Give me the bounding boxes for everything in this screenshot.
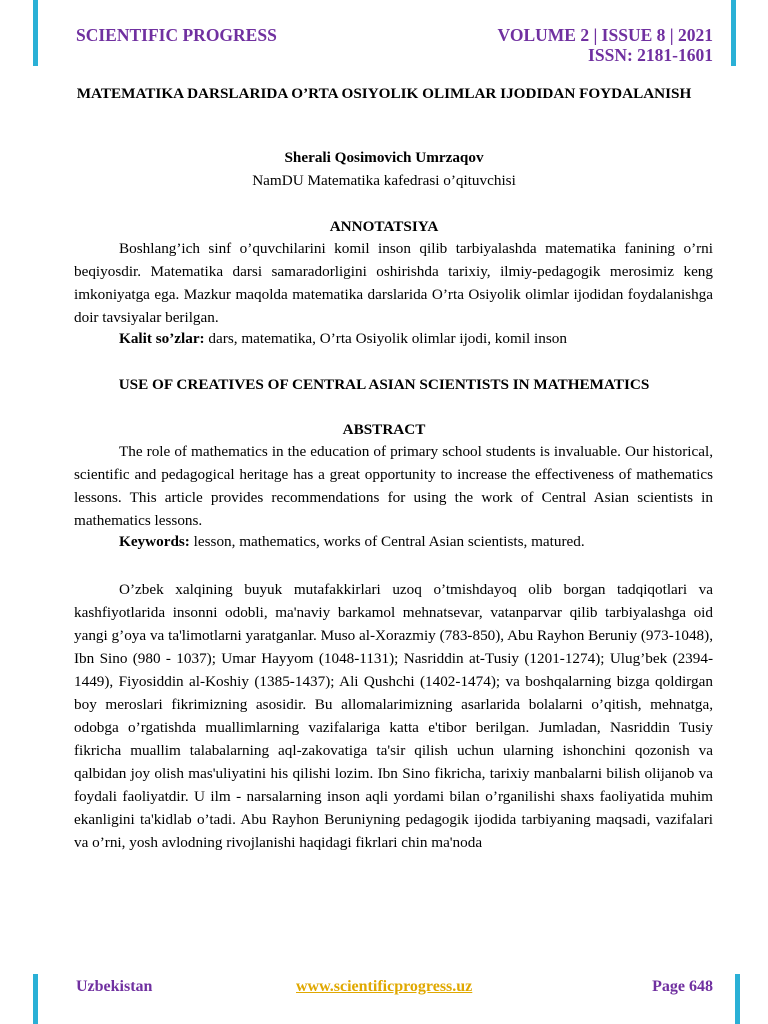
issn: ISSN: 2181-1601 [588,45,713,65]
accent-bar-top-right [731,0,736,66]
annotatsiya-keywords [119,330,713,348]
abstract-text [74,440,713,532]
english-title: USE OF CREATIVES OF CENTRAL ASIAN SCIENTISTS IN MATHEMATICS [118,376,650,393]
body-text [74,578,713,854]
annotatsiya-paragraph: Boshlang’ich sinf o’quvchilarini komil inson qilib tarbiyalashda matematika fanining o’rni beqiyosdir. Matematika darsi samaradorligini oshirishda tarixiy, ilmiy-pedagogik merosimiz keng imkoniyatga ega. Mazkur maqolda matematika darslarida O’rta Osiyolik olimlar ijodidan foydalanishga doir tavsiyalar berilgan. [74,240,713,326]
keywords-en: lesson, mathematics, works of Central Asian scientists, matured. [189,533,585,550]
annotatsiya-heading: ANNOTATSIYA [329,218,439,235]
footer-country: Uzbekistan [76,978,153,995]
abstract-heading: ABSTRACT [342,421,426,438]
keywords-label-en: Keywords: [119,533,190,550]
journal-name: SCIENTIFIC PROGRESS [76,25,277,45]
abstract-keywords [119,533,713,551]
author-affiliation: NamDU Matematika kafedrasi o’qituvchisi [252,172,516,189]
footer-page-number: Page 648 [652,978,713,995]
article-title: MATEMATIKA DARSLARIDA O’RTA OSIYOLIK OLIMLAR IJODIDAN FOYDALANISH [76,85,692,102]
journal-issue-info [498,25,713,65]
keywords-label-uz: Kalit so’zlar: [119,330,205,347]
accent-bar-bottom-right [735,974,740,1024]
body-paragraph: O’zbek xalqining buyuk mutafakkirlari uzoq o’tmishdayoq olib borgan tadqiqotlari va kashfiyotlarida insonni odobli, ma'naviy barkamol mehnatsevar, vatanparvar qilib tarbiyalashga oid yangi g’oya va ta'limotlarni yaratganlar. Muso al-Xorazmiy (783-850), Abu Rayhon Beruniy (973-1048), Ibn Sino (980 - 1037); Umar Hayyom (1048-1131); Nasriddin at-Tusiy (1201-1274); Ulug’bek (2394-1449), Fiyosiddin al-Koshiy (1385-1437); Ali Qushchi (1402-1474); va boshqalarning bizga qoldirgan boy meroslari fikrimizning asosidir. Bu allomalarimizning asarlarida bolalarni o’qitish, mehnatga, odobga o’rgatishda muallimlarning vazifalariga katta e'tibor berilgan. Jumladan, Nasriddin Tusiy fikricha muallim talabalarning aql-zakovatiga ta'sir qilish uchun ularning ishonchini qozonish va qalbidan joy olish mas'uliyatini his qilishi lozim. Ibn Sino fikricha, tarixiy manbalarni bilish olijanob va foydali faoliyatdir. U ilm - narsalarning inson aqli yordami bilan o’rganilishi shaxs faoliyatida muhim ekanligini ta'kidlab o’tadi. Abu Rayhon Beruniyning pedagogik ijodida tarbiyaning maqsadi, vazifalari va o’rni, yosh avlodning rivojlanishi haqidagi fikrlari chin ma'noda [74,581,713,851]
author-name: Sherali Qosimovich Umrzaqov [284,149,484,166]
abstract-paragraph: The role of mathematics in the education of primary school students is invaluable. Our historical, scientific and pedagogical heritage has a great opportunity to increase the effectiveness of mathematics lessons. This article provides recommendations for using the work of Central Asian scientists in mathematics lessons. [74,443,713,529]
volume-issue: VOLUME 2 | ISSUE 8 | 2021 [497,25,713,45]
accent-bar-bottom-left [33,974,38,1024]
annotatsiya-text [74,237,713,329]
keywords-uz: dars, matematika, O’rta Osiyolik olimlar ijodi, komil inson [204,330,567,347]
accent-bar-top-left [33,0,38,66]
footer-website-link[interactable]: www.scientificprogress.uz [296,978,473,995]
